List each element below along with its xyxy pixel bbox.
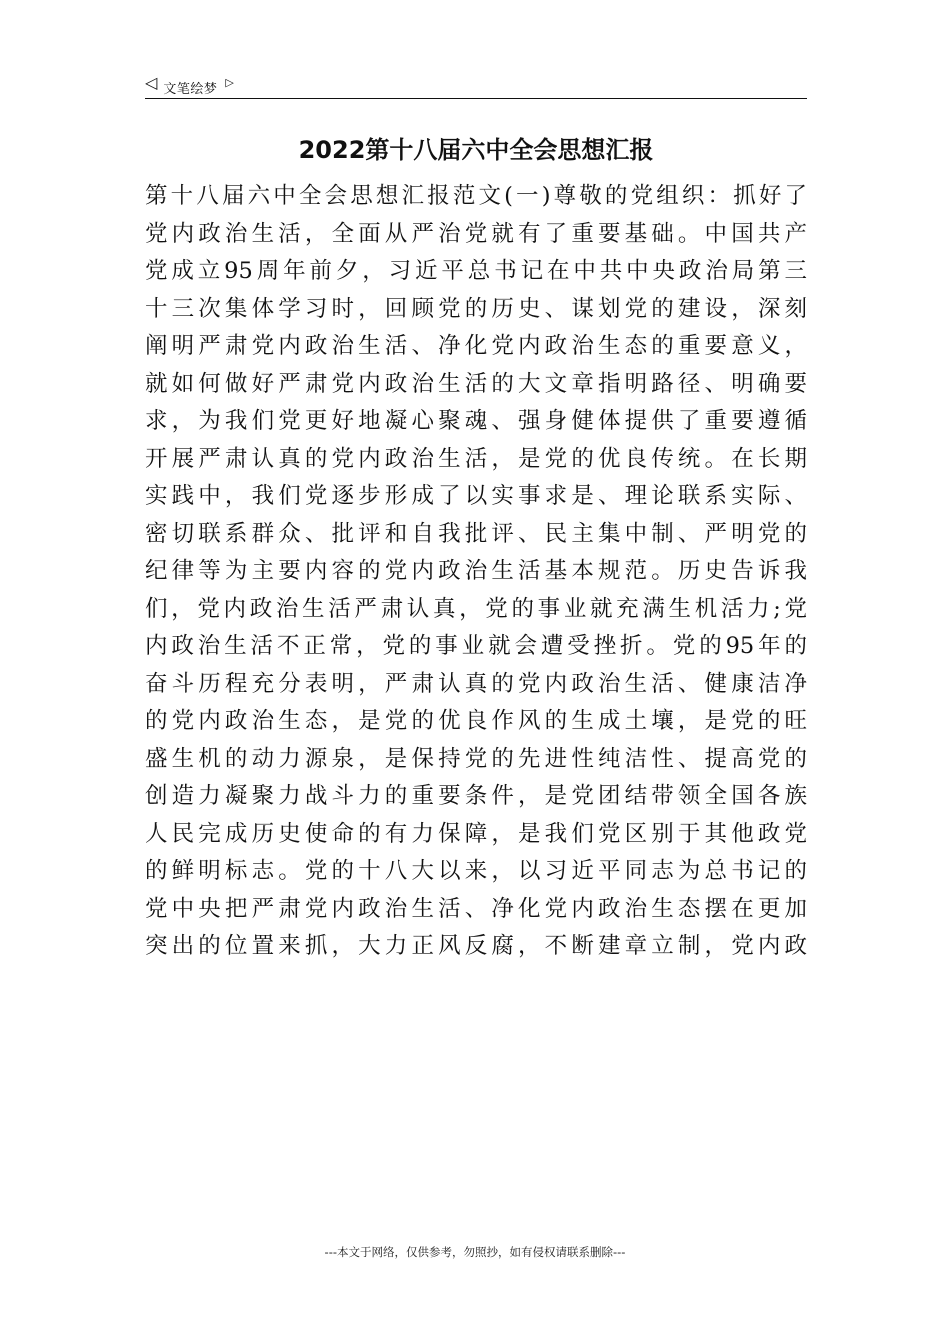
body-text-line: 人民完成历史使命的有力保障，是我们党区别于其他政党 — [145, 820, 807, 847]
page-header — [145, 72, 807, 99]
body-text-line: 党成立95周年前夕，习近平总书记在中共中央政治局第三 — [145, 258, 807, 284]
body-text-line: 的党内政治生态，是党的优良作风的生成土壤，是党的旺 — [145, 708, 807, 734]
body-text-line: 就如何做好严肃党内政治生活的大文章指明路径、明确要 — [145, 370, 807, 397]
body-text-line: 突出的位置来抓，大力正风反腐，不断建章立制，党内政 — [145, 933, 807, 959]
body-text-line: 阐明严肃党内政治生活、净化党内政治生态的重要意义， — [145, 333, 807, 359]
body-text-line: 创造力凝聚力战斗力的重要条件，是党团结带领全国各族 — [145, 783, 807, 809]
body-text-line: 奋斗历程充分表明，严肃认真的党内政治生活、健康洁净 — [145, 670, 807, 697]
body-text-line: 们，党内政治生活严肃认真，党的事业就充满生机活力;党 — [145, 595, 807, 622]
document-body — [145, 178, 807, 966]
header-brand-text: 文笔绘梦 — [163, 81, 218, 96]
body-text-line: 党中央把严肃党内政治生活、净化党内政治生态摆在更加 — [145, 895, 807, 922]
body-text-line: 内政治生活不正常，党的事业就会遭受挫折。党的95年的 — [145, 633, 807, 659]
page-footer-disclaimer: ---本文于网络，仅供参考，勿照抄，如有侵权请联系删除--- — [324, 1245, 626, 1259]
document-title: 2022第十八届六中全会思想汇报 — [298, 136, 654, 164]
body-text-line: 求，为我们党更好地凝心聚魂、强身健体提供了重要遵循 — [145, 408, 807, 434]
body-text-line: 密切联系群众、批评和自我批评、民主集中制、严明党的 — [145, 520, 807, 547]
triangle-right-icon: ▷ — [225, 77, 234, 89]
body-text-line: 十三次集体学习时，回顾党的历史、谋划党的建设，深刻 — [145, 295, 807, 322]
body-text-line: 第十八届六中全会思想汇报范文(一)尊敬的党组织：抓好了 — [145, 183, 807, 209]
body-text-line: 的鲜明标志。党的十八大以来，以习近平同志为总书记的 — [145, 858, 807, 884]
body-text-line: 实践中，我们党逐步形成了以实事求是、理论联系实际、 — [145, 483, 807, 509]
body-text-line: 纪律等为主要内容的党内政治生活基本规范。历史告诉我 — [145, 558, 807, 584]
triangle-left-icon: ◁ — [145, 75, 158, 92]
body-text-line: 党内政治生活，全面从严治党就有了重要基础。中国共产 — [145, 220, 807, 247]
body-text-line: 盛生机的动力源泉，是保持党的先进性纯洁性、提高党的 — [145, 745, 807, 772]
body-text-line: 开展严肃认真的党内政治生活，是党的优良传统。在长期 — [145, 445, 807, 472]
